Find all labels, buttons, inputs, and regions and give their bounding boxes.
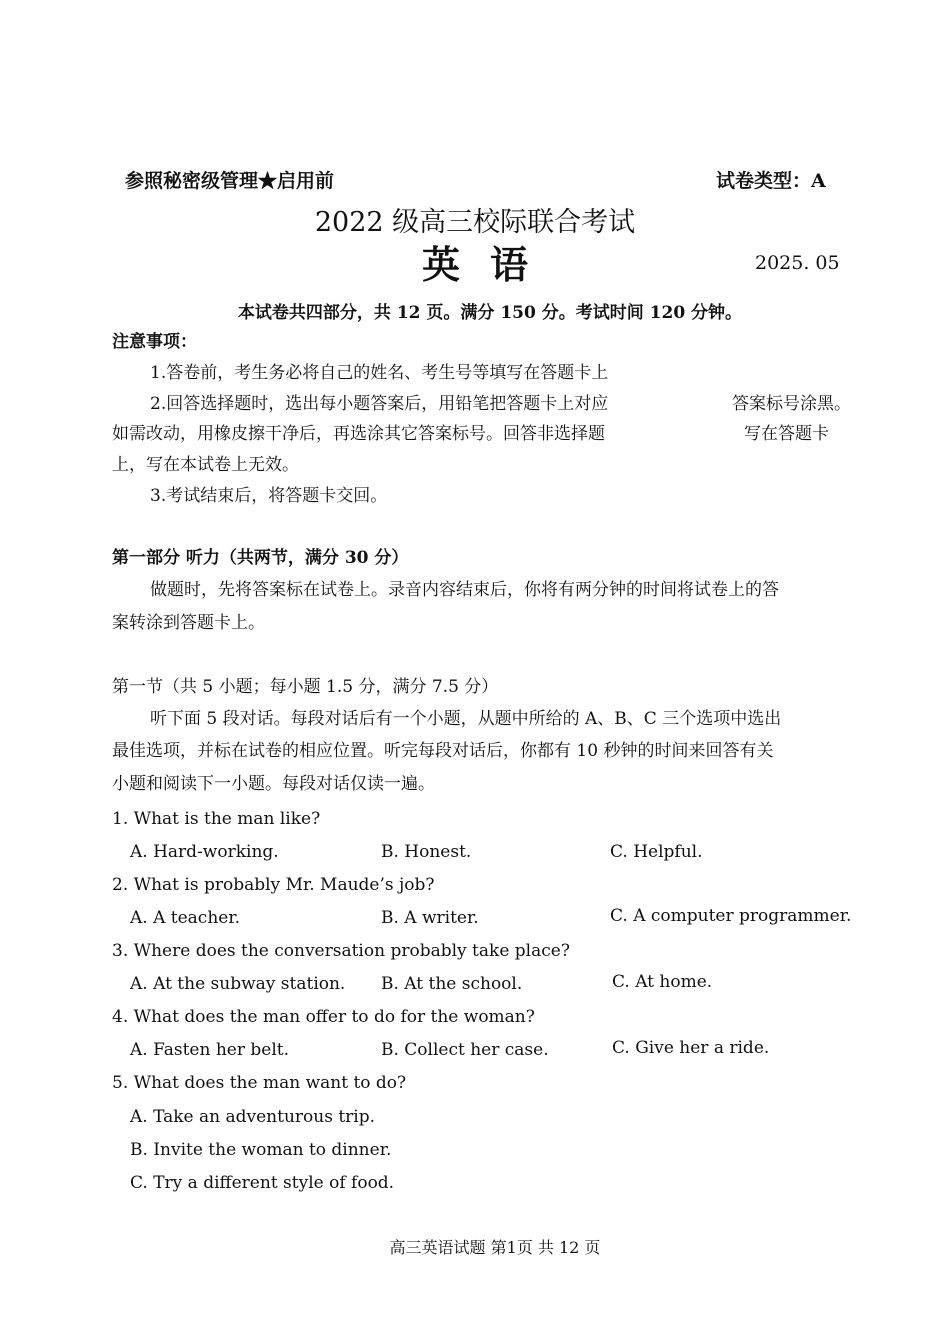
part1-desc-line-1: 做题时，先将答案标在试卷上。录音内容结束后，你将有两分钟的时间将试卷上的答 xyxy=(150,580,779,600)
section1-desc-line-1: 听下面 5 段对话。每段对话后有一个小题，从题中所给的 A、B、C 三个选项中选出 xyxy=(150,709,782,729)
question-4: 4. What does the man offer to do for the woman? xyxy=(112,1007,535,1027)
question-2-option-c: C. A computer programmer. xyxy=(610,906,852,926)
notes-item-1: 1.答卷前，考生务必将自己的姓名、考生号等填写在答题卡上 xyxy=(150,363,609,383)
subject-title: 英语 xyxy=(421,242,558,287)
question-3: 3. Where does the conversation probably take place? xyxy=(112,941,570,961)
question-4-option-b: B. Collect her case. xyxy=(381,1040,549,1060)
section1-desc-line-3: 小题和阅读下一小题。每段对话仅读一遍。 xyxy=(112,774,435,794)
exam-info: 本试卷共四部分，共 12 页。满分 150 分。考试时间 120 分钟。 xyxy=(237,303,743,323)
notes-item-2-line-2-end: 写在答题卡 xyxy=(744,424,829,444)
question-5-option-b: B. Invite the woman to dinner. xyxy=(130,1140,392,1160)
question-1-option-c: C. Helpful. xyxy=(610,842,703,862)
question-1: 1. What is the man like? xyxy=(112,809,321,829)
notes-item-3: 3.考试结束后，将答题卡交回。 xyxy=(150,486,388,506)
question-5-option-a: A. Take an adventurous trip. xyxy=(130,1107,376,1127)
paper-type-label: 试卷类型：A xyxy=(716,170,826,192)
part1-desc-line-2: 案转涂到答题卡上。 xyxy=(112,613,265,633)
question-3-option-b: B. At the school. xyxy=(381,974,523,994)
section1-heading: 第一节（共 5 小题；每小题 1.5 分，满分 7.5 分） xyxy=(112,677,499,697)
exam-date: 2025. 05 xyxy=(755,252,840,274)
question-1-option-a: A. Hard-working. xyxy=(130,842,279,862)
question-4-option-a: A. Fasten her belt. xyxy=(130,1040,289,1060)
question-1-option-b: B. Honest. xyxy=(381,842,472,862)
notes-item-2-line-3: 上，写在本试卷上无效。 xyxy=(112,455,299,475)
question-4-option-c: C. Give her a ride. xyxy=(612,1038,770,1058)
question-3-option-a: A. At the subway station. xyxy=(130,974,346,994)
notes-item-2-line-1: 2.回答选择题时，选出每小题答案后，用铅笔把答题卡上对应 xyxy=(150,394,609,414)
secret-level-label: 参照秘密级管理★启用前 xyxy=(125,170,335,192)
question-3-option-c: C. At home. xyxy=(612,972,713,992)
part1-heading: 第一部分 听力（共两节，满分 30 分） xyxy=(112,548,409,568)
section1-desc-line-2: 最佳选项，并标在试卷的相应位置。听完每段对话后，你都有 10 秒钟的时间来回答有关 xyxy=(112,741,774,761)
question-2-option-b: B. A writer. xyxy=(381,908,479,928)
question-5-option-c: C. Try a different style of food. xyxy=(130,1173,395,1193)
notes-item-2-line-2: 如需改动，用橡皮擦干净后，再选涂其它答案标号。回答非选择题 xyxy=(112,424,605,444)
notes-item-2-line-1-end: 答案标号涂黑。 xyxy=(732,394,851,414)
exam-title: 2022 级高三校际联合考试 xyxy=(314,207,636,238)
page-footer: 高三英语试题 第1页 共 12 页 xyxy=(389,1238,601,1257)
question-5: 5. What does the man want to do? xyxy=(112,1073,407,1093)
question-2-option-a: A. A teacher. xyxy=(130,908,240,928)
notes-heading: 注意事项： xyxy=(112,332,197,352)
question-2: 2. What is probably Mr. Maude’s job? xyxy=(112,875,435,895)
